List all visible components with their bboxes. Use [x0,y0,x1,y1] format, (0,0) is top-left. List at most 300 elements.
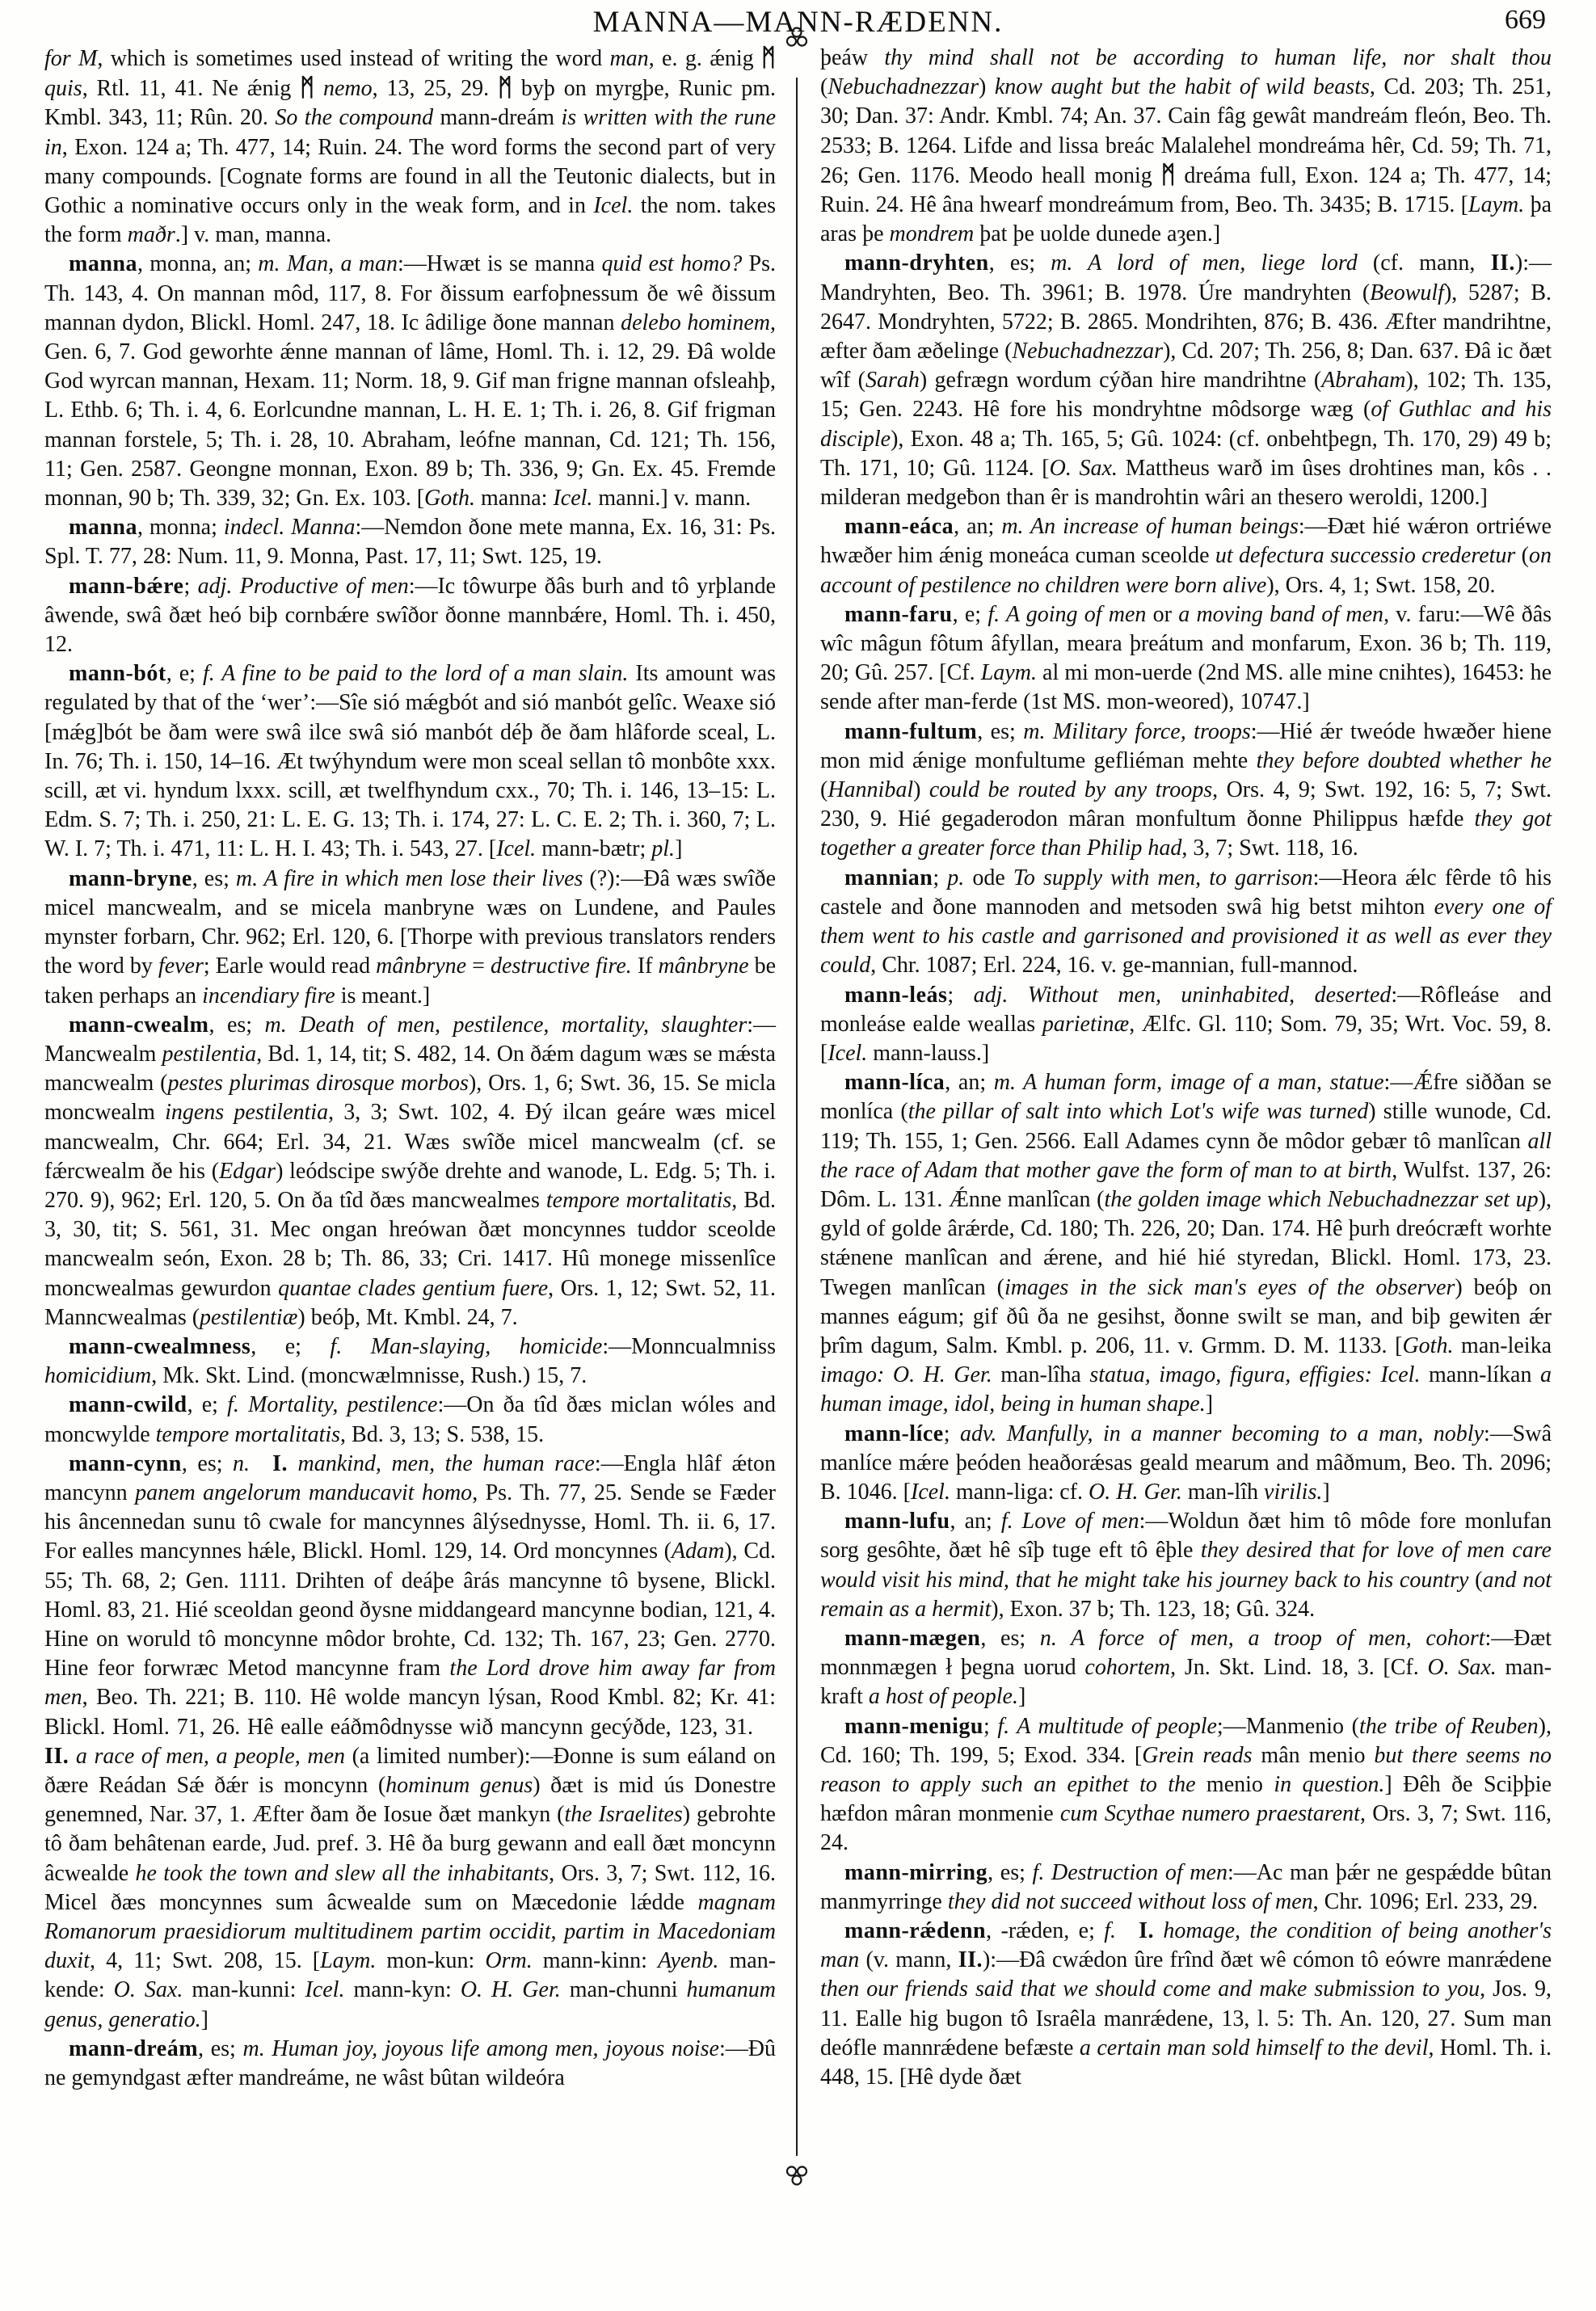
text-segment: f. A going of men [987,601,1147,627]
text-segment: Nebuchadnezzar [1012,339,1164,364]
text-segment: , es; [192,865,236,891]
dictionary-entry [820,1420,1552,1508]
text-segment: , monna, an; [137,251,259,277]
text-segment: , Ors. 3, 7; Swt. 116, 24. [820,1801,1552,1856]
text-segment: , Bd. 3, 13; S. 538, 15. [340,1421,545,1447]
text-segment: :—Ðæt monnmægen ł þegna uorud [820,1625,1552,1681]
text-segment: , es; [198,2035,243,2061]
dictionary-entry [820,864,1552,981]
text-segment: mann-bætr; [536,836,652,862]
text-segment: , v. faru:—Wê ðâs wîc mâgun fôtum âfyllan, meara þreátum and monfarum, Exon. 36 b; Th. 119, 20; Gû. 257. [Cf. [820,601,1552,686]
text-segment: :—Swâ manlíce mǽre þeóden heaðorǽsas geald mearum and mâðmum, Beo. Th. 2096; B. 1046. [ [820,1421,1552,1505]
text-segment: , e. g. ǽnig [648,46,762,71]
text-segment: ] [1205,1391,1214,1417]
text-segment: , Jn. Skt. Lind. 18, 3. [Cf. [1170,1655,1428,1681]
text-segment: , Jos. 9, 11. Ealle hig bugon tô Israêla manrǽdene, 13, l. 5: Th. An. 120, 27. Sum man deófle mannrǽdene befæste [820,1976,1552,2061]
headword: mann-dreám [69,2035,199,2061]
text-segment: the golden image which Nebuchadnezzar set up [1104,1186,1539,1212]
text-segment: ] Ðêh ðe Sciþþie hæfdon mâran monmenie [820,1771,1552,1827]
text-segment: mann-kinn: [532,1948,658,1974]
text-segment: (a limited number):—Ðonne is sum eáland on ðære Reádan Sǽ ðǽr is moncynn ( [44,1743,776,1798]
text-segment: Beowulf [1370,280,1444,305]
text-segment: ] [200,2006,208,2032]
continuation-paragraph [44,44,776,250]
text-segment: Ps. Th. 143, 4. On mannan môd, 117, 8. For ðissum earfoþnessum ðe wê ðissum mannan dydon, Blickl. Homl. 247, 18. Ic âdilige ðone mannan [44,251,777,335]
text-segment [250,1451,272,1476]
text-segment: ingens pestilentia [165,1100,329,1126]
text-segment: , es; [181,1450,234,1476]
headword: mann-dryhten [844,250,989,276]
dictionary-entry [820,981,1552,1069]
headword: mann-cwealmness [69,1333,251,1359]
text-segment: byþ on myrgþe, Runic pm. Kmbl. 343, 11; Rûn. 20. [44,76,777,131]
text-segment: ( [820,777,828,803]
text-segment: O. H. Ger. [460,1977,561,2003]
text-segment: hominum genus [385,1772,533,1798]
dictionary-entry [820,1624,1552,1712]
text-segment: manna: [475,486,554,511]
rune-mann-glyph: ᛗ [761,44,777,72]
text-segment: , e; [251,1333,331,1359]
text-segment: a host of people. [868,1684,1018,1710]
headword: mann-líca [844,1070,945,1096]
text-segment: mondrem [889,221,975,247]
headword: mann-fultum [844,718,978,744]
text-segment: , es; [987,1859,1033,1885]
text-segment: a human image, idol, being in human shape. [820,1362,1552,1417]
text-segment: , 3, 7; Swt. 118, 16. [1181,836,1358,861]
text-segment: ), Exon. 48 a; Th. 165, 5; Gû. 1024: (cf. onbehtþegn, Th. 170, 29) 49 b; Th. 171, 10; Gû. 1124. [ [820,426,1552,481]
headword: manna [69,515,137,541]
text-segment: fever [158,953,204,979]
rune-mann-glyph: ᛗ [498,74,513,103]
text-segment: , Ors. 3, 7; Swt. 112, 16. Micel ðæs moncynnes sum âcwealde sum on Mæcedonie lǽdde [44,1860,777,1915]
text-segment: , Wulfst. 137, 26: Dôm. L. 131. Ǽnne manlîcan ( [820,1157,1552,1212]
text-segment: statua, imago, figura, effigies: [1089,1362,1372,1388]
text-segment: , Bd. 3, 30, tit; S. 561, 31. Mec ongan hreówan ðæt moncynnes tuddor sceolde mancwealm seón, Exon. 28 b; Th. 86, 33; Cri. 1417. Hû monege missenlîce moncwealmas gewurdon [44,1187,776,1301]
text-segment: but there seems no reason to apply such an epithet to the [820,1742,1552,1797]
text-segment: manni.] v. mann. [592,486,752,511]
text-segment: they got together a greater force than Philip had [820,806,1552,861]
text-segment: ) gebrohte tô ðam behâtenan earde, Jud. pref. 3. Hê ða burg gewann and eall ðæt moncynn âcwealde [44,1802,776,1886]
text-segment: a moving band of men [1178,601,1384,627]
text-segment: , Ps. Th. 77, 25. Sende se Fæder his âncennedan sunu tô cwale for mancynnes âlýsednysse, Homl. Th. ii. 6, 17. For ealles mancynnes hǽle, Blickl. Homl. 129, 14. Ord moncynnes ( [44,1480,776,1564]
text-segment: , Ors. 4, 9; Swt. 192, 16: 5, 7; Swt. 230, 9. Hié gegaderodon mâran monfultum ðonne Philippus hæfde [820,777,1552,832]
dictionary-entry [44,865,776,1011]
text-segment: = [466,953,491,979]
text-segment: ), Cd. 55; Th. 68, 2; Gen. 1111. Drihten of deáþe ârás mancynne tô bysene, Blickl. Homl. 83, 21. Hié sceoldan geond ðysne middangeard mancynne bodian, 121, 4. Hine on woruld tô moncynne môdor brohte, Cd. 132; Th. 167, 23; Gen. 2770. Hine feor forwræc Metod mancynne fram [44,1539,776,1682]
text-segment: p. [947,865,965,890]
text-segment: m. Human joy, joyous life among men, joyous noise [242,2035,719,2061]
text-segment: man-lîha [992,1362,1090,1388]
text-segment: , Mk. Skt. Lind. (moncwælmnisse, Rush.) 15, 7. [151,1363,587,1389]
text-segment: f. A fine to be paid to the lord of a man slain. [202,661,629,687]
text-segment: f. Destruction of men [1032,1859,1228,1885]
text-segment: ) gefrægn wordum cýðan hire mandrihtne ( [919,368,1322,394]
headword: mann-rǽdenn [844,1918,987,1943]
text-segment: adv. Manfully, in a manner becoming to a man, nobly [960,1421,1484,1446]
headword: mann-cwealm [69,1012,209,1038]
text-segment: ;—Manmenio ( [1216,1713,1359,1739]
dictionary-entry [820,249,1552,512]
text-segment: Ayenb. [657,1948,719,1974]
text-segment: ; [183,573,198,599]
text-segment: Adam [671,1539,725,1564]
text-segment: every one of them went to his castle and garrisoned and provisioned it as well as ever they could [820,894,1552,979]
text-segment: f. [1104,1918,1117,1943]
text-segment: , Exon. 124 a; Th. 477, 14; Ruin. 24. The word forms the second part of very many compounds. [Cognate forms are found in all the Teutonic dialects, but in Gothic a nominative occurs only in the weak form, and in [44,134,776,219]
text-segment: ; [983,1713,998,1739]
dictionary-entry [820,1507,1552,1624]
text-segment: all the race of Adam that mother gave the form of man to at birth [820,1128,1552,1183]
text-segment: O. H. Ger. [892,1362,992,1388]
text-segment: in question. [1274,1771,1385,1797]
text-segment: , Homl. Th. i. 448, 15. [Hê dyde ðæt [820,2035,1552,2090]
text-segment: , Beo. Th. 221; B. 110. Hê wolde mancyn lýsan, Rood Kmbl. 82; Kr. 41: Blickl. Homl. 71, 26. Hê ealle eáðmôdnysse wið mancynn gecýðde, 123, 31. [44,1685,776,1740]
text-segment: :—Ǽfre siððan se monlíca ( [820,1070,1552,1125]
text-segment [1154,1918,1163,1943]
text-segment: , -rǽden, e; [986,1918,1105,1943]
text-segment: menio [1195,1771,1274,1797]
text-columns [44,44,1552,2298]
text-segment: and not remain as a hermit [820,1567,1552,1622]
text-segment: O. Sax. [113,1977,183,2003]
dictionary-entry [44,1011,776,1332]
headword: II. [1490,250,1515,276]
text-segment: could be routed by any troops [929,777,1213,803]
dictionary-entry [44,1391,776,1449]
text-segment: the Israelites [564,1802,683,1828]
text-segment: m. Military force, troops [1023,718,1251,744]
headword: mann-faru [844,601,953,627]
text-segment: , Bd. 1, 14, tit; S. 482, 14. On ðǽm dagum wæs se mǽsta mancwealm ( [44,1041,776,1097]
text-segment: Sarah [865,368,920,394]
text-segment: m. An increase of human beings [1001,514,1299,540]
headword: II. [44,1743,69,1769]
text-segment: man-leika [1453,1332,1552,1358]
text-segment: a certain man sold himself to the devil [1079,2035,1429,2061]
text-segment: man [609,46,649,71]
text-segment: :—Ðæt hié wǽron ortriéwe hwæðer him ǽnig moneáca cuman sceolde [820,514,1552,569]
text-segment: mân menio [1252,1742,1375,1768]
text-segment: ) [978,74,995,100]
text-segment [69,1744,76,1769]
text-segment: mann-dreám [433,105,562,131]
text-segment: mann-liga: cf. [950,1479,1089,1505]
text-segment: or [1146,601,1179,627]
text-segment: on account of pestilence no children were born alive [820,543,1552,598]
text-segment: , which is sometimes used instead of writing the word [97,46,610,71]
text-segment: :—Ic tôwurpe ðâs burh and tô yrþlande âwende, swâ ðæt heó biþ cornbǽre swîðor ðonne mannbǽre, Homl. Th. i. 450, 12. [44,573,776,658]
text-segment: homage, the condition of being another's man [820,1918,1552,1973]
text-segment: mann-lauss.] [867,1040,990,1066]
text-segment: :—Hié ǽr tweóde hwæðer hiene mon mid ǽnige monfultume gefliéman mehte [820,718,1552,773]
text-segment: , Ælfc. Gl. 110; Som. 79, 35; Wrt. Voc. 59, 8. [ [820,1011,1552,1066]
text-segment: quantae clades gentium fuere [278,1275,549,1301]
text-segment: ( [1515,543,1529,569]
text-segment: adj. Productive of men [197,573,409,599]
text-segment: panem angelorum manducavit homo [135,1480,473,1505]
text-segment: virilis. [1264,1479,1323,1505]
dictionary-entry [820,718,1552,864]
text-segment: the nom. takes the form [44,193,776,248]
text-segment: the pillar of salt into which Lot's wife was turned [907,1099,1369,1125]
headword: manna [69,251,137,277]
headword: I. [1139,1918,1154,1943]
text-segment [884,1362,893,1387]
text-segment: pestes plurimas dirosque morbos [167,1071,469,1097]
text-segment: So the compound [275,105,434,131]
text-segment: Icel. [1380,1362,1421,1388]
text-segment: (v. mann, [859,1947,958,1973]
text-segment: m. Death of men, pestilence, mortality, slaughter [264,1012,747,1038]
dictionary-entry [820,1068,1552,1419]
text-segment: :—Hwæt is se manna [397,251,602,277]
text-segment: magnam Romanorum praesidiorum multitudinem partim occidit, partim in Macedoniam duxit [44,1889,776,1974]
text-segment: tempore mortalitatis [155,1421,341,1447]
text-segment: ) [913,777,929,803]
dictionary-entry [820,1712,1552,1858]
text-segment: ode [964,865,1013,890]
text-segment: n. [233,1450,251,1476]
dictionary-entry [820,1917,1552,2092]
text-segment: Grein reads [1142,1742,1253,1768]
text-segment: :—Monncualmniss [602,1333,776,1359]
text-segment: :—Nemdon ðone mete manna, Ex. 16, 31: Ps. Spl. T. 77, 28: Num. 11, 9. Monna, Past. 17, 11; Swt. 125, 19. [44,515,776,570]
text-segment: :—On ða tîd ðæs miclan wóles and moncwylde [44,1392,776,1447]
text-segment: :—Mancwealm [44,1012,776,1067]
dictionary-entry [44,513,776,571]
text-segment: Icel. [305,1977,345,2003]
text-segment: :—Ac man þǽr ne gespǽdde bûtan manmyrringe [820,1859,1552,1914]
text-segment: ), Exon. 37 b; Th. 123, 18; Gû. 324. [991,1596,1316,1622]
text-segment: thy mind shall not be according to human life, nor shalt thou [884,45,1552,70]
headword: I. [272,1450,288,1476]
text-segment: ) stille wunode, Cd. 119; Th. 155, 1; Gen. 2566. Eall Adames cynn ðe môdor gebær tô manlîcan [820,1099,1552,1154]
text-segment: ):—Ðâ cwǽdon ûre frînd ðæt wê cómon tô eówre manrǽdene [982,1947,1552,1973]
text-segment [288,1451,298,1476]
text-segment: incendiary fire [202,983,335,1008]
dictionary-entry [44,2035,776,2093]
headword: mann-líce [844,1421,944,1446]
dictionary-entry [820,600,1552,718]
text-segment: m. A human form, image of a man, statue [993,1070,1384,1096]
text-segment: quid est homo? [601,251,743,277]
text-segment: þa aras þe [820,192,1552,247]
text-segment: delebo hominem [621,309,770,335]
text-segment: , Chr. 1087; Erl. 224, 16. v. ge-mannian, full-mannod. [870,953,1358,979]
headword: mann-menigu [844,1713,983,1739]
headword: mann-cynn [69,1450,182,1476]
text-segment: Goth. [424,486,476,511]
text-segment: mann-líkan [1420,1362,1540,1388]
text-segment: mankind, men, the human race [297,1450,595,1476]
text-segment: ; [933,865,948,890]
text-segment: man-kende: [44,1948,777,2003]
text-segment: O. Sax. [1427,1655,1497,1681]
text-segment: , Ors. 1, 12; Swt. 52, 11. Manncwealmas ( [44,1275,776,1330]
text-segment: cohortem [1084,1655,1171,1681]
text-segment: cum Scythae numero praestarent [1059,1801,1360,1827]
left-column [44,44,776,2298]
text-segment: ; [943,1421,961,1446]
text-segment: , 13, 25, 29. [372,76,499,102]
text-segment: Icel. [593,193,634,219]
text-segment: Icel. [496,836,537,862]
text-segment: Mattheus warð im ûses drohtines man, kôs . . milderan medgeƀon than êr is mandrohtin wâri an thesero weroldi, 1200.] [820,455,1552,511]
text-segment: mann-kyn: [344,1977,461,2003]
text-segment: destructive fire. [491,953,632,979]
text-segment: f. A multitude of people [997,1713,1217,1739]
text-segment: , Rtl. 11, 41. Ne ǽnig [82,76,301,102]
headword: mann-mægen [844,1625,981,1651]
text-segment: , Gen. 6, 7. God geworhte ǽnne mannan of lâme, Homl. Th. i. 12, 29. Ðâ wolde God wyrcan mannan, Hexam. 11; Norm. 18, 9. Gif man frigne mannan ofsleahþ, L. Ethb. 6; Th. i. 4, 6. Eorlcundne mannan, L. H. E. 1; Th. i. 26, 8. Gif frigman mannan forstele, 5; Th. i. 28, 10. Abraham, leófne mannan, Cd. 121; Th. 156, 11; Gen. 2587. Geongne monnan, Exon. 89 b; Th. 336, 9; Gn. Ex. 45. Fremde monnan, 90 b; Th. 339, 32; Gn. Ex. 103. [ [44,309,776,511]
text-segment: ( [1468,1567,1483,1593]
text-segment: , es; [988,250,1051,276]
dictionary-entry [44,250,776,513]
text-segment: If [631,953,659,979]
text-segment: þeáw [820,45,885,70]
text-segment: f. Love of men [1000,1509,1139,1534]
text-segment: Laym. [320,1948,377,1974]
text-segment: pestilentia [162,1041,257,1067]
text-segment: :—Ðû ne gemyndgast æfter mandreáme, ne wâst bûtan wildeóra [44,2035,776,2091]
text-segment: man-kunni: [183,1977,305,2003]
text-segment: :—Heora ǽlc fêrde tô his castele and ðone mannoden and metsoden swâ hig betst mihton [820,865,1552,920]
text-segment: ( [820,74,828,100]
page-title: MANNA—MANN-RÆDENN. [592,6,1004,39]
text-segment: (cf. mann, [1357,250,1491,276]
text-segment: ), Ors. 1, 6; Swt. 36, 15. Se micla moncwealm [44,1071,777,1126]
text-segment: , Chr. 1096; Erl. 233, 29. [1312,1888,1539,1914]
text-segment: ), Cd. 207; Th. 256, 8; Dan. 637. Ðâ ic ðæt wîf ( [820,339,1552,394]
text-segment: ] [675,836,683,862]
text-segment: is written with the rune in [44,105,777,160]
dictionary-entry [44,1332,776,1391]
text-segment: humanum genus, generatio. [44,1977,776,2032]
text-segment: , an; [950,1509,1001,1534]
headword: mann-lufu [844,1509,950,1534]
headword: mann-bryne [69,865,192,891]
text-segment: mon-kun: [376,1948,486,1974]
text-segment: , monna; [137,515,224,541]
text-segment: ) leódscipe swýðe drehte and wanode, L. Edg. 5; Th. i. 270. 9), 962; Erl. 120, 5. On ða tîd ðæs mancwealmes [44,1158,776,1213]
text-segment: ), gyld of golde ârǽrde, Cd. 180; Th. 226, 20; Dan. 174. Hê þurh dreócræft worhte stǽnene manlîcan and ǽrene, and hié hié styredan, Blickl. Homl. 173, 23. Twegen manlîcan ( [820,1186,1552,1300]
text-segment: :—Rôfleáse and monleáse ealde weallas [820,982,1552,1037]
text-segment: then our friends said that we should come and make submission to you [820,1976,1480,2002]
text-segment: know aught but the habit of wild beasts [994,74,1370,100]
text-segment: Nebuchadnezzar [827,74,979,100]
text-segment: Icel. [827,1040,868,1066]
text-segment: Laym. [980,660,1037,686]
text-segment: , es; [980,1625,1040,1651]
text-segment: , an; [954,514,1002,540]
text-segment: he took the town and slew all the inhabitants [135,1860,550,1886]
text-segment: Icel. [911,1479,950,1505]
text-segment: To supply with men, to garrison [1013,865,1313,890]
text-segment: ), Cd. 160; Th. 199, 5; Exod. 334. [ [820,1713,1552,1768]
text-segment: ; [947,982,974,1008]
text-segment: indecl. Manna [223,515,356,541]
text-segment: ):—Mandryhten, Beo. Th. 3961; B. 1978. Úre mandryhten ( [820,250,1552,305]
text-segment: pestilentiæ [200,1304,298,1330]
text-segment: of Guthlac and his disciple [820,397,1552,452]
text-segment: .] v. man, manna. [175,222,332,248]
text-segment: þat þe uolde dunede aȝen.] [974,221,1221,247]
text-segment: , an; [945,1070,994,1096]
text-segment: Laym. [1468,192,1525,218]
headword: II. [958,1947,983,1973]
right-column [820,44,1552,2298]
text-segment: , e; [952,601,988,627]
text-segment: , 3, 3; Swt. 102, 4. Ðý ilcan geáre wæs micel mancwealm, Chr. 664; Erl. 34, 21. Wæs swîðe micel mancwealm (cf. se fǽrcwealm ðe his ( [44,1100,776,1184]
text-segment: they desired that for love of men care would visit his mind, that he might take his journey back to his country [820,1538,1552,1593]
dictionary-entry [820,1858,1552,1917]
text-segment: the Lord drove him away far from men [44,1656,776,1711]
text-segment: , Cd. 203; Th. 251, 30; Dan. 37: Andr. Kmbl. 74; An. 37. Cain fâg gewât mandreám fleón, Beo. Th. 2533; B. 1264. Lifde and lissa breác Malalehel mondreáma hêr, Cd. 59; Th. 71, 26; Gen. 1176. Meodo heall monig [820,74,1552,188]
text-segment: , e; [166,661,203,687]
text-segment: , es; [208,1012,265,1038]
continuation-paragraph [820,44,1552,249]
text-segment: man-chunni [560,1977,687,2003]
text-segment: O. H. Ger. [1089,1479,1182,1505]
text-segment: mânbryne [658,953,749,979]
page-number: 669 [1505,5,1546,35]
text-segment: m. A fire in which men lose their lives [235,865,583,891]
text-segment: quis [44,76,82,102]
text-segment: a race of men, a people, men [75,1743,345,1769]
text-segment: ), 102; Th. 135, 15; Gen. 2243. Hê fore his mondryhtne môdsorge wæg ( [820,368,1552,423]
text-segment: Goth. [1402,1332,1454,1358]
text-segment: they did not succeed without loss of men [947,1888,1313,1914]
text-segment: pl. [651,836,676,862]
text-segment: the tribe of Reuben [1358,1713,1539,1739]
headword: mann-bót [69,661,166,687]
text-segment: nemo [322,76,373,102]
text-segment: al mi mon-uerde (2nd MS. alle mine cnihtes), 16453: he sende after man-ferde (1st MS. mon-weored), 10747.] [820,660,1552,715]
text-segment: Its amount was regulated by that of the ‘wer’:—Sîe sió mǽgbót and sió manbót gelîc. Weaxe sió [mǽg]bót be ðam were swâ ilce swâ sió manbót déþ ðe ðam hlâforde sceal, L. In. 76; Th. i. 150, 14–16. Æt twýhyndum were mon sceal sellan tô monbôte xxx. scill, æt vi. hyndum lxxx. scill, æt twelfhyndum cxx., 70; Th. i. 146, 13–15: L. Edm. S. 7; Th. i. 250, 21: L. E. G. 13; Th. i. 174, 27: L. C. E. 2; Th. i. 360, 7; L. W. I. 7; Th. i. 471, 11: L. H. I. 43; Th. i. 543, 27. [ [44,661,777,862]
text-segment: ) ðæt is mid ús Donestre genemned, Nar. 37, 1. Æfter ðam ðe Iosue ðæt mankyn ( [44,1772,777,1828]
text-segment: images in the sick man's eyes of the observer [1004,1274,1455,1300]
text-segment: ut defectura successio crederetur [1215,543,1516,569]
text-segment: mânbryne [376,953,467,979]
text-segment: Edgar [219,1158,276,1184]
text-segment: Hannibal [827,777,914,803]
text-segment: ) beóþ on mannes eágum; gif ðû ða ne gesihst, ðonne swilt se man, and biþ gewiten ǽr þrîm dagum, Salm. Kmbl. p. 206, 11. v. Grmm. D. M. 1133. [ [820,1274,1552,1358]
text-segment: m. Man, a man [258,251,398,277]
text-segment: ] [1017,1684,1026,1710]
text-segment: for M [44,46,98,71]
text-segment: n. A force of men, a troop of men, cohort [1039,1625,1485,1651]
text-segment: m. A lord of men, liege lord [1051,250,1358,276]
text-segment: they before doubted whether he [1256,747,1552,773]
text-segment: homicidium [44,1363,152,1389]
text-segment: Orm. [485,1948,533,1974]
text-segment [1116,1918,1139,1943]
text-segment: f. Mortality, pestilence [227,1392,438,1418]
headword: mann-mirring [844,1859,988,1885]
text-segment: adj. Without men, uninhabited, deserted [973,982,1392,1008]
text-segment: , 4, 11; Swt. 208, 15. [ [90,1948,321,1974]
text-segment: , es; [977,718,1024,744]
text-segment: ; Earle would read [203,953,377,979]
text-segment: man-lîh [1181,1479,1265,1505]
rune-mann-glyph: ᛗ [1160,160,1176,189]
text-segment: parietinæ [1042,1011,1130,1037]
text-segment: , e; [187,1392,228,1418]
text-segment: f. Man-slaying, homicide [330,1333,603,1359]
text-segment [1372,1362,1381,1387]
